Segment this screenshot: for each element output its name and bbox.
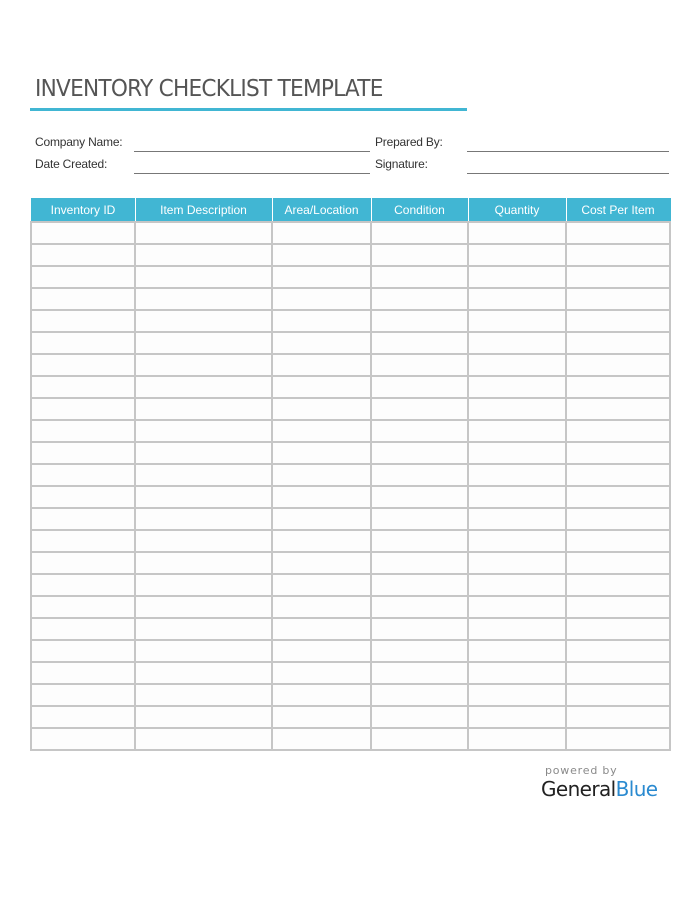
column-header-condition: Condition <box>371 198 468 222</box>
page-title: INVENTORY CHECKLIST TEMPLATE <box>35 76 383 102</box>
cell-item-description[interactable] <box>135 332 272 354</box>
cell-item-description[interactable] <box>135 706 272 728</box>
cell-area-location[interactable] <box>272 640 371 662</box>
cell-condition[interactable] <box>371 552 468 574</box>
cell-quantity[interactable] <box>468 552 566 574</box>
cell-area-location[interactable] <box>272 442 371 464</box>
cell-quantity[interactable] <box>468 530 566 552</box>
cell-item-description[interactable] <box>135 464 272 486</box>
cell-cost-per-item[interactable] <box>566 530 670 552</box>
table-body <box>31 222 670 750</box>
cell-condition[interactable] <box>371 266 468 288</box>
cell-item-description[interactable] <box>135 684 272 706</box>
cell-condition[interactable] <box>371 310 468 332</box>
cell-quantity[interactable] <box>468 354 566 376</box>
cell-item-description[interactable] <box>135 486 272 508</box>
cell-quantity[interactable] <box>468 596 566 618</box>
cell-cost-per-item[interactable] <box>566 640 670 662</box>
cell-item-description[interactable] <box>135 244 272 266</box>
brand-blue: Blue <box>615 777 658 801</box>
cell-area-location[interactable] <box>272 266 371 288</box>
cell-condition[interactable] <box>371 530 468 552</box>
table-row <box>31 310 670 332</box>
cell-inventory-id[interactable] <box>31 288 135 310</box>
cell-item-description[interactable] <box>135 574 272 596</box>
cell-condition[interactable] <box>371 464 468 486</box>
table-row <box>31 442 670 464</box>
cell-inventory-id[interactable] <box>31 706 135 728</box>
company-name-field[interactable] <box>134 151 370 152</box>
table-row <box>31 574 670 596</box>
cell-cost-per-item[interactable] <box>566 266 670 288</box>
cell-quantity[interactable] <box>468 728 566 750</box>
cell-area-location[interactable] <box>272 728 371 750</box>
cell-condition[interactable] <box>371 596 468 618</box>
cell-area-location[interactable] <box>272 508 371 530</box>
cell-cost-per-item[interactable] <box>566 222 670 244</box>
cell-inventory-id[interactable] <box>31 266 135 288</box>
cell-item-description[interactable] <box>135 266 272 288</box>
cell-item-description[interactable] <box>135 310 272 332</box>
cell-area-location[interactable] <box>272 574 371 596</box>
cell-cost-per-item[interactable] <box>566 442 670 464</box>
column-header-cost-per-item: Cost Per Item <box>566 198 670 222</box>
cell-inventory-id[interactable] <box>31 354 135 376</box>
cell-quantity[interactable] <box>468 222 566 244</box>
cell-cost-per-item[interactable] <box>566 354 670 376</box>
cell-quantity[interactable] <box>468 640 566 662</box>
cell-cost-per-item[interactable] <box>566 244 670 266</box>
cell-cost-per-item[interactable] <box>566 310 670 332</box>
cell-area-location[interactable] <box>272 552 371 574</box>
cell-condition[interactable] <box>371 244 468 266</box>
cell-inventory-id[interactable] <box>31 640 135 662</box>
cell-item-description[interactable] <box>135 552 272 574</box>
cell-quantity[interactable] <box>468 376 566 398</box>
cell-item-description[interactable] <box>135 354 272 376</box>
cell-inventory-id[interactable] <box>31 420 135 442</box>
cell-cost-per-item[interactable] <box>566 728 670 750</box>
cell-condition[interactable] <box>371 398 468 420</box>
cell-item-description[interactable] <box>135 530 272 552</box>
signature-field[interactable] <box>467 173 669 174</box>
cell-quantity[interactable] <box>468 508 566 530</box>
cell-cost-per-item[interactable] <box>566 706 670 728</box>
cell-cost-per-item[interactable] <box>566 332 670 354</box>
cell-item-description[interactable] <box>135 618 272 640</box>
cell-quantity[interactable] <box>468 288 566 310</box>
cell-quantity[interactable] <box>468 420 566 442</box>
cell-condition[interactable] <box>371 508 468 530</box>
cell-inventory-id[interactable] <box>31 618 135 640</box>
generalblue-logo <box>541 777 657 801</box>
table-row <box>31 596 670 618</box>
cell-area-location[interactable] <box>272 310 371 332</box>
table-row <box>31 244 670 266</box>
table-row <box>31 464 670 486</box>
date-created-label: Date Created: <box>35 157 108 171</box>
cell-inventory-id[interactable] <box>31 728 135 750</box>
cell-item-description[interactable] <box>135 662 272 684</box>
cell-inventory-id[interactable] <box>31 376 135 398</box>
cell-inventory-id[interactable] <box>31 662 135 684</box>
column-header-area-location: Area/Location <box>272 198 371 222</box>
cell-condition[interactable] <box>371 376 468 398</box>
table-row <box>31 618 670 640</box>
cell-area-location[interactable] <box>272 222 371 244</box>
cell-item-description[interactable] <box>135 376 272 398</box>
cell-area-location[interactable] <box>272 662 371 684</box>
cell-area-location[interactable] <box>272 464 371 486</box>
cell-condition[interactable] <box>371 640 468 662</box>
cell-item-description[interactable] <box>135 508 272 530</box>
cell-area-location[interactable] <box>272 332 371 354</box>
cell-cost-per-item[interactable] <box>566 398 670 420</box>
cell-cost-per-item[interactable] <box>566 684 670 706</box>
cell-inventory-id[interactable] <box>31 310 135 332</box>
cell-quantity[interactable] <box>468 464 566 486</box>
cell-inventory-id[interactable] <box>31 464 135 486</box>
cell-area-location[interactable] <box>272 244 371 266</box>
cell-quantity[interactable] <box>468 486 566 508</box>
table-row <box>31 728 670 750</box>
cell-area-location[interactable] <box>272 530 371 552</box>
cell-cost-per-item[interactable] <box>566 662 670 684</box>
cell-cost-per-item[interactable] <box>566 486 670 508</box>
cell-inventory-id[interactable] <box>31 486 135 508</box>
column-header-item-description: Item Description <box>135 198 272 222</box>
cell-item-description[interactable] <box>135 640 272 662</box>
cell-area-location[interactable] <box>272 684 371 706</box>
cell-cost-per-item[interactable] <box>566 596 670 618</box>
cell-condition[interactable] <box>371 618 468 640</box>
table-row <box>31 266 670 288</box>
cell-area-location[interactable] <box>272 420 371 442</box>
company-name-label: Company Name: <box>35 135 123 149</box>
table-row <box>31 486 670 508</box>
cell-condition[interactable] <box>371 332 468 354</box>
cell-quantity[interactable] <box>468 442 566 464</box>
cell-item-description[interactable] <box>135 288 272 310</box>
cell-quantity[interactable] <box>468 706 566 728</box>
powered-by-text: powered by <box>545 764 618 777</box>
signature-label: Signature: <box>375 157 428 171</box>
cell-inventory-id[interactable] <box>31 596 135 618</box>
column-header-quantity: Quantity <box>468 198 566 222</box>
table-row <box>31 662 670 684</box>
cell-quantity[interactable] <box>468 618 566 640</box>
cell-cost-per-item[interactable] <box>566 574 670 596</box>
cell-area-location[interactable] <box>272 376 371 398</box>
table-row <box>31 530 670 552</box>
cell-condition[interactable] <box>371 728 468 750</box>
cell-area-location[interactable] <box>272 618 371 640</box>
table-row <box>31 354 670 376</box>
cell-area-location[interactable] <box>272 398 371 420</box>
table-row <box>31 420 670 442</box>
cell-condition[interactable] <box>371 684 468 706</box>
cell-item-description[interactable] <box>135 596 272 618</box>
cell-quantity[interactable] <box>468 310 566 332</box>
cell-quantity[interactable] <box>468 662 566 684</box>
cell-cost-per-item[interactable] <box>566 464 670 486</box>
table-row <box>31 684 670 706</box>
brand-general: General <box>541 777 616 801</box>
cell-condition[interactable] <box>371 288 468 310</box>
cell-condition[interactable] <box>371 222 468 244</box>
cell-item-description[interactable] <box>135 420 272 442</box>
cell-item-description[interactable] <box>135 222 272 244</box>
cell-area-location[interactable] <box>272 486 371 508</box>
cell-cost-per-item[interactable] <box>566 288 670 310</box>
cell-cost-per-item[interactable] <box>566 552 670 574</box>
table-row <box>31 222 670 244</box>
cell-area-location[interactable] <box>272 706 371 728</box>
cell-quantity[interactable] <box>468 266 566 288</box>
cell-cost-per-item[interactable] <box>566 618 670 640</box>
cell-inventory-id[interactable] <box>31 332 135 354</box>
table-row <box>31 332 670 354</box>
cell-inventory-id[interactable] <box>31 684 135 706</box>
cell-condition[interactable] <box>371 574 468 596</box>
table-row <box>31 508 670 530</box>
cell-area-location[interactable] <box>272 288 371 310</box>
cell-cost-per-item[interactable] <box>566 508 670 530</box>
cell-quantity[interactable] <box>468 332 566 354</box>
cell-condition[interactable] <box>371 706 468 728</box>
cell-condition[interactable] <box>371 420 468 442</box>
table-row <box>31 288 670 310</box>
table-row <box>31 376 670 398</box>
cell-condition[interactable] <box>371 442 468 464</box>
table-row <box>31 398 670 420</box>
cell-cost-per-item[interactable] <box>566 420 670 442</box>
cell-area-location[interactable] <box>272 354 371 376</box>
cell-condition[interactable] <box>371 662 468 684</box>
cell-condition[interactable] <box>371 486 468 508</box>
cell-item-description[interactable] <box>135 442 272 464</box>
prepared-by-label: Prepared By: <box>375 135 443 149</box>
cell-quantity[interactable] <box>468 684 566 706</box>
cell-inventory-id[interactable] <box>31 222 135 244</box>
cell-condition[interactable] <box>371 354 468 376</box>
cell-cost-per-item[interactable] <box>566 376 670 398</box>
cell-quantity[interactable] <box>468 398 566 420</box>
prepared-by-field[interactable] <box>467 151 669 152</box>
cell-inventory-id[interactable] <box>31 442 135 464</box>
cell-quantity[interactable] <box>468 244 566 266</box>
inventory-table <box>30 198 671 751</box>
cell-quantity[interactable] <box>468 574 566 596</box>
cell-inventory-id[interactable] <box>31 574 135 596</box>
cell-item-description[interactable] <box>135 728 272 750</box>
cell-inventory-id[interactable] <box>31 398 135 420</box>
table-row <box>31 706 670 728</box>
cell-inventory-id[interactable] <box>31 530 135 552</box>
title-underline <box>30 108 467 111</box>
cell-inventory-id[interactable] <box>31 552 135 574</box>
cell-area-location[interactable] <box>272 596 371 618</box>
column-header-inventory-id: Inventory ID <box>31 198 135 222</box>
table-header-row <box>31 198 670 222</box>
cell-inventory-id[interactable] <box>31 508 135 530</box>
cell-item-description[interactable] <box>135 398 272 420</box>
table-row <box>31 552 670 574</box>
table-row <box>31 640 670 662</box>
cell-inventory-id[interactable] <box>31 244 135 266</box>
date-created-field[interactable] <box>134 173 370 174</box>
